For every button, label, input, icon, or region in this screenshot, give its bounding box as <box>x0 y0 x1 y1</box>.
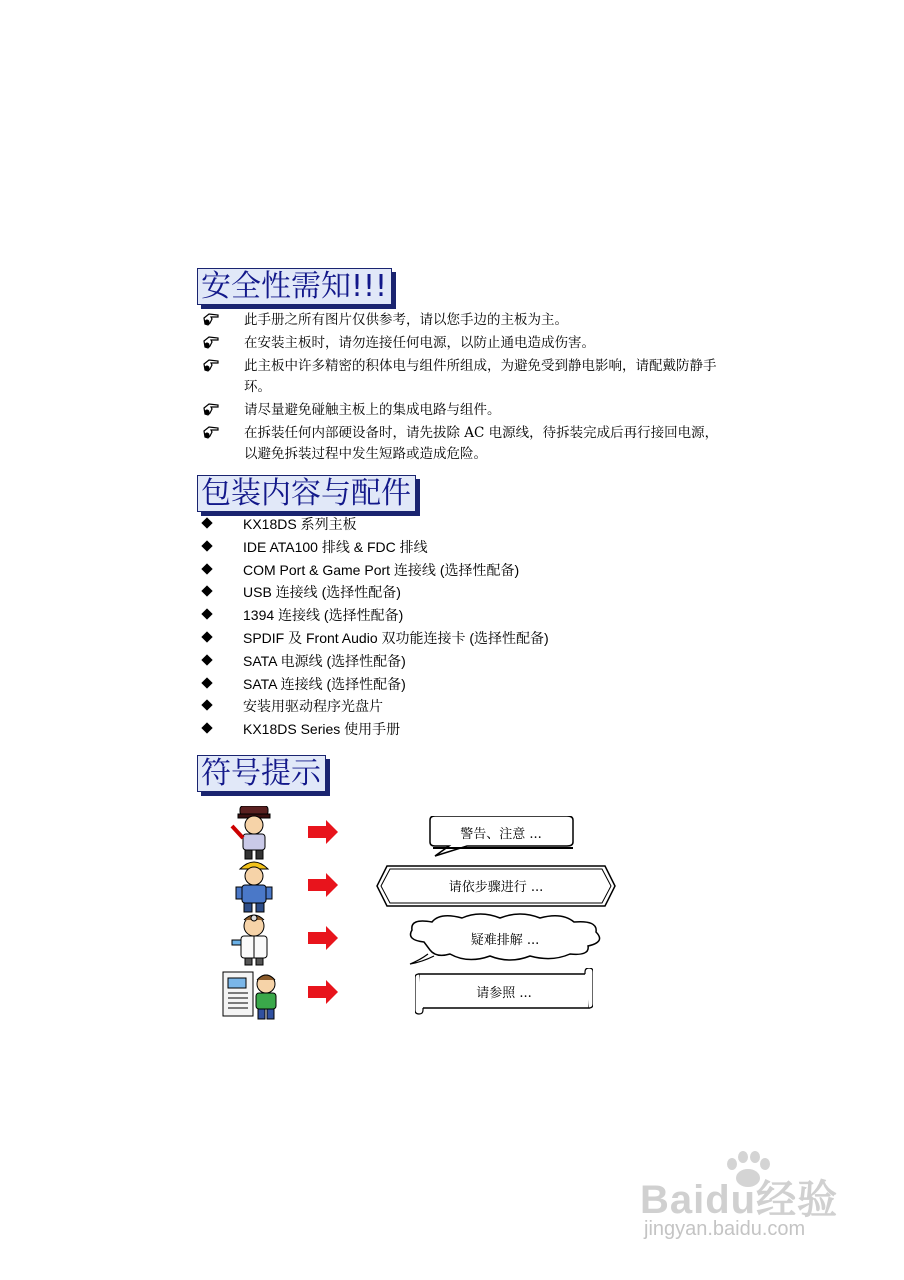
package-item-text: KX18DS 系列主板 <box>243 516 357 532</box>
package-item <box>202 513 722 536</box>
baidu-watermark <box>640 1150 860 1250</box>
safety-title: 安全性需知!!! <box>197 268 392 305</box>
package-item-text: SATA 电源线 (选择性配备) <box>243 652 406 669</box>
package-item <box>202 695 722 718</box>
red-arrow-icon <box>308 873 338 897</box>
package-item-text: IDE ATA100 排线 & FDC 排线 <box>243 538 428 555</box>
safety-item <box>202 423 722 465</box>
diamond-bullet-icon <box>201 609 212 620</box>
steps-banner <box>375 864 617 908</box>
package-item-text: COM Port & Game Port 连接线 (选择性配备) <box>243 561 520 578</box>
warning-speech-bubble <box>427 816 575 856</box>
warning-label: 警告、注意 ... <box>460 827 542 842</box>
safety-item <box>202 356 722 398</box>
troubleshoot-cloud <box>402 912 608 968</box>
package-item <box>202 650 722 673</box>
safety-item <box>202 333 722 354</box>
reader-figure-icon <box>222 966 286 1020</box>
red-arrow-icon <box>308 926 338 950</box>
refer-label: 请参照 ... <box>476 986 532 1001</box>
symbol-row-warning <box>222 806 642 860</box>
safety-item-text: 在安装主板时，请勿连接任何电源，以防止通电造成伤害。 <box>244 335 595 351</box>
package-item <box>202 627 722 650</box>
diamond-bullet-icon <box>201 700 212 711</box>
pointing-hand-icon <box>203 425 220 439</box>
diamond-bullet-icon <box>201 723 212 734</box>
package-item-text: 1394 连接线 (选择性配备) <box>243 607 404 624</box>
safety-item-text: 请尽量避免碰触主板上的集成电路与组件。 <box>244 402 501 418</box>
package-item <box>202 559 722 582</box>
package-list <box>202 513 722 741</box>
package-item <box>202 581 722 604</box>
symbols-title: 符号提示 <box>197 755 326 792</box>
red-arrow-icon <box>308 980 338 1004</box>
troubleshoot-label: 疑难排解 ... <box>470 933 540 948</box>
safety-item-text: 此手册之所有图片仅供参考，请以您手边的主板为主。 <box>244 312 568 328</box>
symbol-row-steps <box>222 859 642 913</box>
safety-list <box>202 310 722 467</box>
symbol-row-troubleshoot <box>222 912 642 966</box>
watermark-brand: Baidu经验 <box>640 1178 839 1222</box>
pointing-hand-icon <box>203 335 220 349</box>
refer-scroll <box>415 968 593 1016</box>
package-item-text: SATA 连接线 (选择性配备) <box>243 675 406 692</box>
diamond-bullet-icon <box>201 563 212 574</box>
safety-item <box>202 310 722 331</box>
package-item-text: SPDIF 及 Front Audio 双功能连接卡 (选择性配备) <box>243 629 549 646</box>
package-item <box>202 673 722 696</box>
package-item-text: 安装用驱动程序光盘片 <box>243 698 383 715</box>
package-item <box>202 718 722 741</box>
safety-item-text: 此主板中许多精密的积体电与组件所组成，为避免受到静电影响，请配戴防静手环。 <box>244 358 717 395</box>
pointing-hand-icon <box>203 402 220 416</box>
diamond-bullet-icon <box>201 540 212 551</box>
package-item-text: USB 连接线 (选择性配备) <box>243 584 401 601</box>
red-arrow-icon <box>308 820 338 844</box>
diamond-bullet-icon <box>201 677 212 688</box>
package-item <box>202 536 722 559</box>
worker-figure-icon <box>222 859 286 913</box>
safety-item-text: 在拆装任何内部硬设备时，请先拔除 AC 电源线，待拆装完成后再行接回电源，以避免拆装过程中发生短路或造成危险。 <box>244 425 719 462</box>
diamond-bullet-icon <box>201 586 212 597</box>
symbol-row-refer <box>222 966 642 1020</box>
diamond-bullet-icon <box>201 517 212 528</box>
package-item <box>202 604 722 627</box>
doctor-figure-icon <box>222 912 286 966</box>
pointing-hand-icon <box>203 358 220 372</box>
package-item-text: KX18DS Series 使用手册 <box>243 721 401 738</box>
watermark-url: jingyan.baidu.com <box>644 1218 806 1240</box>
steps-label: 请依步骤进行 ... <box>448 880 544 895</box>
safety-item <box>202 400 722 421</box>
diamond-bullet-icon <box>201 654 212 665</box>
police-figure-icon <box>222 806 286 860</box>
package-title: 包装内容与配件 <box>197 475 416 512</box>
pointing-hand-icon <box>203 312 220 326</box>
diamond-bullet-icon <box>201 631 212 642</box>
